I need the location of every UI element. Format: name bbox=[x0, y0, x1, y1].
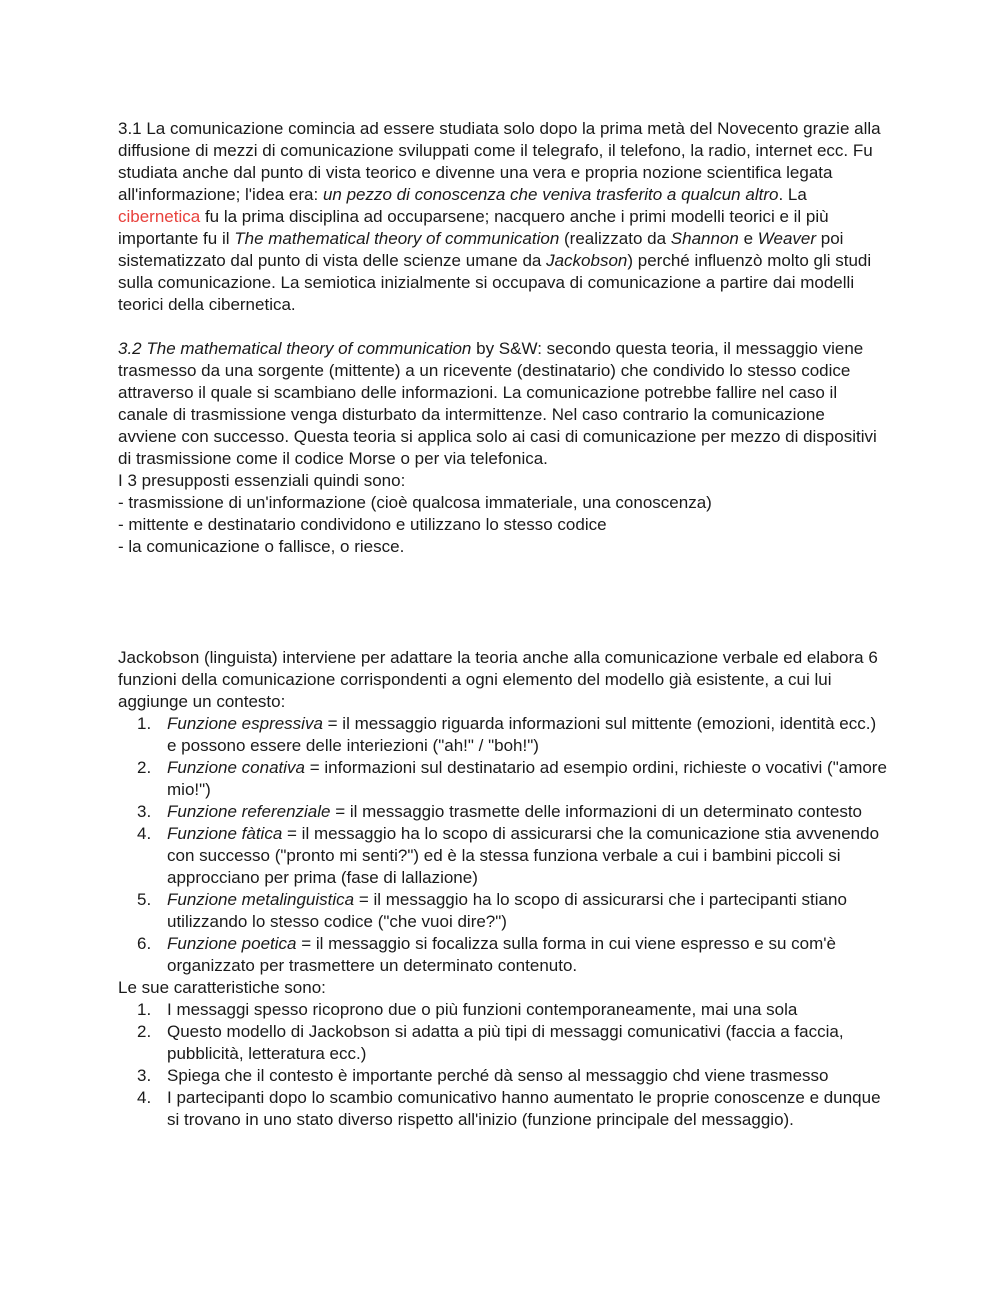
section-3-2 bbox=[118, 338, 888, 558]
section-3-1 bbox=[118, 118, 888, 316]
jackobson-intro: Jackobson (linguista) interviene per adattare la teoria anche alla comunicazione verbale ed elabora 6 funzioni della comunicazione corrispondenti a ogni elemento del modello già esistente, a cui lui aggiunge un contesto: bbox=[118, 648, 878, 711]
funzioni-list bbox=[118, 713, 888, 977]
list-item: 4. I partecipanti dopo lo scambio comunicativo hanno aumentato le proprie conoscenze e dunque si trovano in uno stato diverso rispetto all'inizio (funzione principale del messaggio). bbox=[137, 1088, 881, 1129]
presupposto-item: - trasmissione di un'informazione (cioè qualcosa immateriale, una conoscenza) bbox=[118, 493, 712, 512]
presupposto-item: - mittente e destinatario condividono e utilizzano lo stesso codice bbox=[118, 515, 607, 534]
caratteristiche-title: Le sue caratteristiche sono: bbox=[118, 978, 326, 997]
list-item: 3. Spiega che il contesto è importante perché dà senso al messaggio chd viene trasmesso bbox=[137, 1066, 829, 1085]
section-jackobson bbox=[118, 647, 888, 1131]
caratteristiche-list bbox=[118, 999, 888, 1131]
list-item: 5. Funzione metalinguistica = il messaggio ha lo scopo di assicurarsi che i partecipanti stiano utilizzando lo stesso codice ("che vuoi dire?") bbox=[137, 890, 847, 931]
paragraph-3-2: 3.2 The mathematical theory of communication by S&W: secondo questa teoria, il messaggio viene trasmesso da una sorgente (mittente) a un ricevente (destinatario) che condivido lo stesso codice attraverso il quale si scambiano delle informazioni. La comunicazione potrebbe fallire nel caso il canale di trasmissione venga disturbato da intermittenze. Nel caso contrario la comunicazione avviene con successo. Questa teoria si applica solo ai casi di comunicazione per mezzo di dispositivi di trasmissione come il codice Morse o per via telefonica. bbox=[118, 339, 877, 468]
list-item: 2. Questo modello di Jackobson si adatta a più tipi di messaggi comunicativi (faccia a faccia, pubblicità, letteratura ecc.) bbox=[137, 1022, 844, 1063]
cibernetica-term: cibernetica bbox=[118, 207, 201, 226]
list-item: 6. Funzione poetica = il messaggio si focalizza sulla forma in cui viene espresso e su com'è organizzato per trasmettere un determinato contenuto. bbox=[137, 934, 836, 975]
list-item: 3. Funzione referenziale = il messaggio trasmette delle informazioni di un determinato contesto bbox=[137, 802, 863, 821]
paragraph-3-1: 3.1 La comunicazione comincia ad essere studiata solo dopo la prima metà del Novecento grazie alla diffusione di mezzi di comunicazione sviluppati come il telegrafo, il telefono, la radio, internet ecc. Fu studiata anche dal punto di vista teorico e divenne una vera e propria nozione scientifica legata all'informazione; l'idea era: un pezzo di conoscenza che veniva trasferito a qualcun altro. La cibernetica fu la prima disciplina ad occuparsene; nacquero anche i primi modelli teorici e il più importante fu il The mathematical theory of communication (realizzato da Shannon e Weaver poi sistematizzato dal punto di vista delle scienze umane da Jackobson) perché influenzò molto gli studi sulla comunicazione. La semiotica inizialmente si occupava di comunicazione a partire dai modelli teorici della cibernetica. bbox=[118, 119, 881, 314]
presupposto-item: - la comunicazione o fallisce, o riesce. bbox=[118, 537, 405, 556]
list-item: 4. Funzione fàtica = il messaggio ha lo scopo di assicurarsi che la comunicazione stia avvenendo con successo ("pronto mi senti?") ed è la stessa funziona verbale a cui i bambini piccoli si approcciano per prima (fase di lallazione) bbox=[137, 824, 880, 887]
list-item: 2. Funzione conativa = informazioni sul destinatario ad esempio ordini, richieste o vocativi ("amore mio!") bbox=[137, 758, 887, 799]
list-item: 1. Funzione espressiva = il messaggio riguarda informazioni sul mittente (emozioni, identità ecc.) e possono essere delle interiezioni ("ah!" / "boh!") bbox=[137, 714, 877, 755]
list-item: 1. I messaggi spesso ricoprono due o più funzioni contemporaneamente, mai una sola bbox=[137, 1000, 798, 1019]
presupposti-title: I 3 presupposti essenziali quindi sono: bbox=[118, 471, 406, 490]
